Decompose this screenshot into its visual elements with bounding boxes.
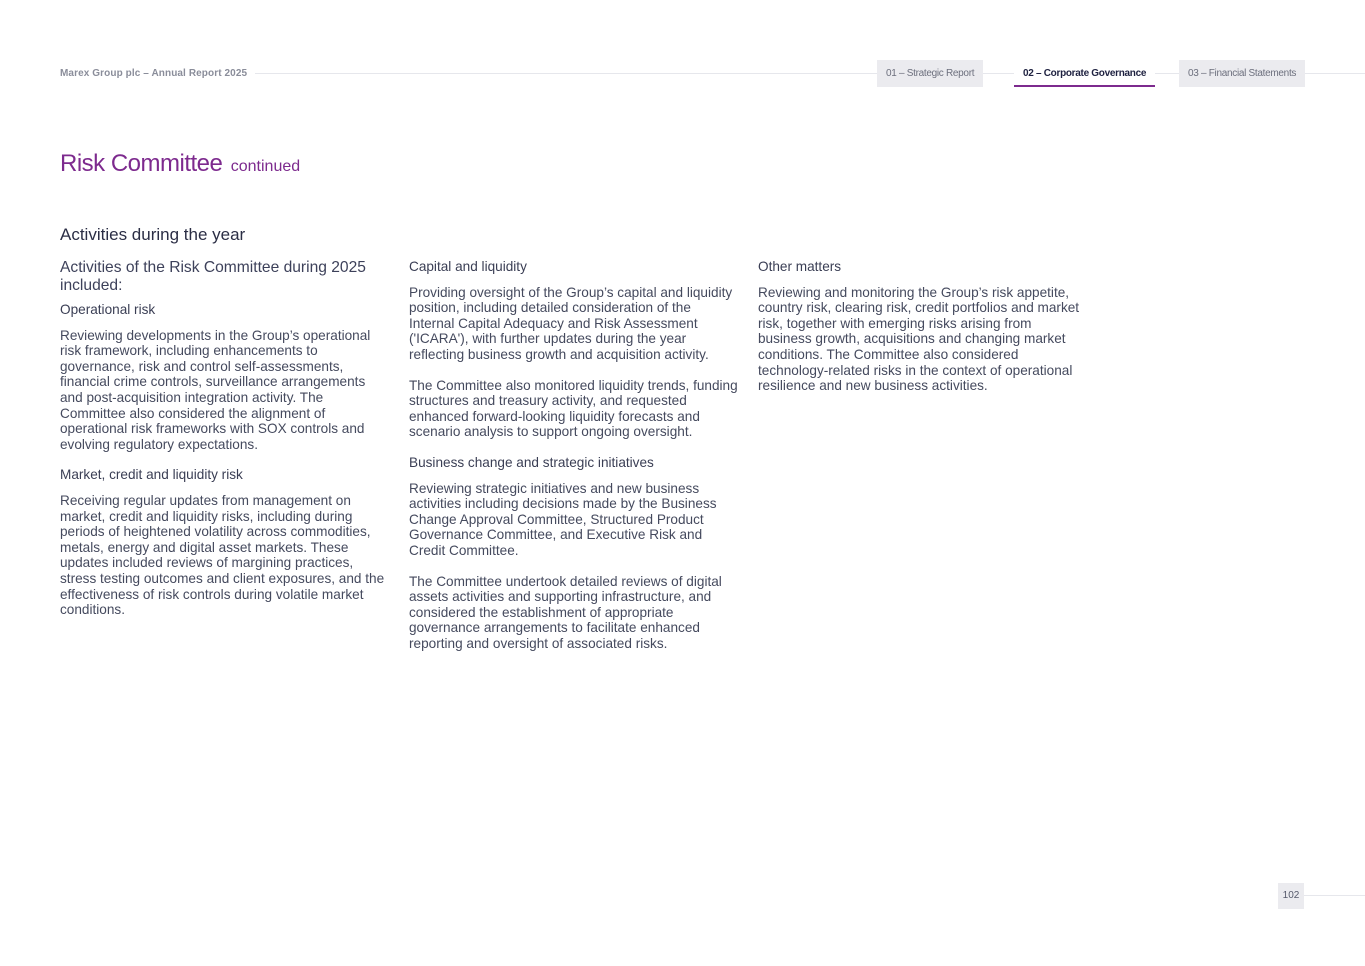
block-paragraph: Reviewing and monitoring the Group’s risk appetite, country risk, clearing risk, credit portfolios and market risk, together with emerging risks arising from business growth, acquisitions and changing market conditions. The Committee also considered technology-related risks in the context of operational resilience and new business activities. bbox=[758, 284, 1080, 394]
page-number: 102 bbox=[1278, 883, 1304, 909]
section-heading: Activities during the year bbox=[60, 225, 246, 244]
block-capital-and-liquidity bbox=[409, 259, 739, 440]
tab-strategic-report[interactable]: 01 – Strategic Report bbox=[877, 60, 983, 87]
column-3 bbox=[758, 259, 1088, 409]
block-heading: Market, credit and liquidity risk bbox=[60, 467, 243, 483]
block-heading: Business change and strategic initiatives bbox=[409, 454, 654, 470]
block-market-credit-liquidity-risk bbox=[60, 467, 390, 617]
block-business-change bbox=[409, 455, 739, 652]
column-2 bbox=[409, 259, 739, 666]
block-heading: Other matters bbox=[758, 259, 842, 274]
column-intro: Activities of the Risk Committee during 2025 included: bbox=[60, 259, 366, 294]
block-heading: Operational risk bbox=[60, 302, 156, 317]
block-operational-risk bbox=[60, 302, 390, 452]
block-paragraph: The Committee undertook detailed reviews of digital assets activities and supporting infrastructure, and considered the establishment of appropriate governance arrangements to facilitate enhanced reporting and oversight of associated risks. bbox=[409, 573, 722, 651]
block-heading: Capital and liquidity bbox=[409, 259, 527, 274]
footer-rule bbox=[1303, 895, 1365, 896]
block-paragraph: Reviewing strategic initiatives and new business activities including decisions made by the Business Change Approval Committee, Structured Product Governance Committee, and Executive Risk and Credit Committee. bbox=[409, 480, 717, 558]
page-title bbox=[60, 142, 300, 179]
block-paragraph: The Committee also monitored liquidity trends, funding structures and treasury activity, and requested enhanced forward-looking liquidity forecasts and scenario analysis to support ongoing oversight. bbox=[409, 377, 738, 440]
page-title-suffix: continued bbox=[230, 158, 301, 175]
column-1 bbox=[60, 259, 390, 633]
tab-corporate-governance[interactable]: 02 – Corporate Governance bbox=[1014, 60, 1155, 87]
page-title-main: Risk Committee bbox=[60, 150, 223, 177]
tab-financial-statements[interactable]: 03 – Financial Statements bbox=[1179, 60, 1305, 87]
block-paragraph: Providing oversight of the Group’s capital and liquidity position, including detailed consideration of the Internal Capital Adequacy and Risk Assessment ('ICARA'), with further updates during the year reflecting business growth and acquisition activity. bbox=[409, 284, 733, 362]
report-title: Marex Group plc – Annual Report 2025 bbox=[60, 68, 248, 79]
block-paragraph: Receiving regular updates from management on market, credit and liquidity risks, including during periods of heightened volatility across commodities, metals, energy and digital asset markets. These updates included reviews of margining practices, stress testing outcomes and client exposures, and the effectiveness of risk controls during volatile market conditions. bbox=[60, 492, 385, 618]
block-other-matters bbox=[758, 259, 1088, 394]
block-paragraph: Reviewing developments in the Group’s operational risk framework, including enhancements to governance, risk and control self-assessments, financial crime controls, surveillance arrangements and post-acquisition integration activity. The Committee also considered the alignment of operational risk frameworks with SOX controls and evolving regulatory expectations. bbox=[60, 327, 371, 452]
